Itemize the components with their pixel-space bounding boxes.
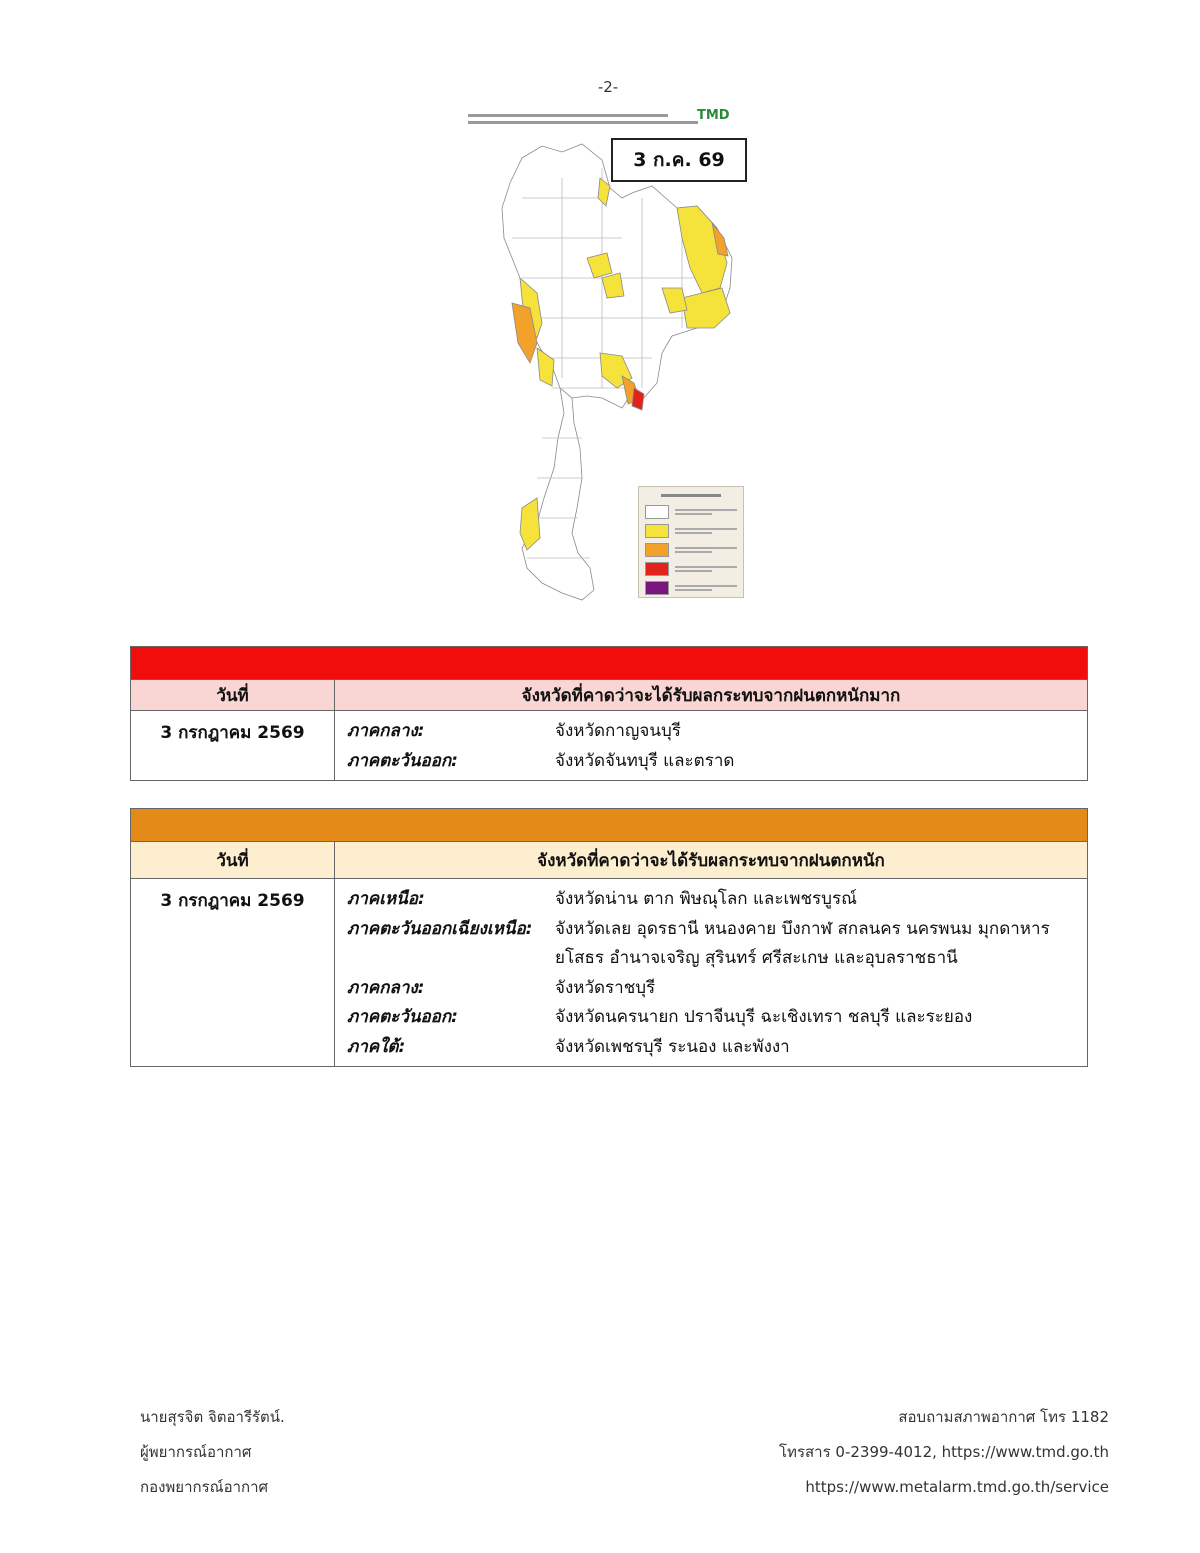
page-number: -2- xyxy=(597,78,619,96)
col-date-header: วันที่ xyxy=(131,842,335,879)
contact-phone: สอบถามสภาพอากาศ โทร 1182 xyxy=(898,1408,1109,1426)
region-provinces: จังหวัดจันทบุรี และตราด xyxy=(555,750,735,771)
service-link[interactable]: https://www.metalarm.tmd.go.th/service xyxy=(805,1478,1109,1496)
forecast-date: 3 กรกฎาคม 2569 xyxy=(131,879,335,1067)
region-label: ภาคกลาง: xyxy=(347,977,425,998)
legend-row-exceptional xyxy=(645,581,737,595)
heavy-band xyxy=(131,809,1088,842)
col-provinces-header: จังหวัดที่คาดว่าจะได้รับผลกระทบจากฝนตกหนัก xyxy=(335,842,1088,879)
legend-swatch-extreme xyxy=(645,562,669,576)
forecaster-name: นายสุรจิต จิตอารีรัตน์. xyxy=(140,1408,285,1426)
region-provinces: จังหวัดกาญจนบุรี xyxy=(555,721,681,741)
region-row xyxy=(335,717,1087,747)
tmd-logo-text: TMD xyxy=(697,108,730,123)
col-date-header: วันที่ xyxy=(131,680,335,711)
contact-block xyxy=(779,1400,1109,1505)
tmd-logo xyxy=(697,108,730,123)
region-provinces: จังหวัดน่าน ตาก พิษณุโลก และเพชรบูรณ์ xyxy=(555,889,857,909)
map-date-label: 3 ก.ค. 69 xyxy=(611,138,747,182)
region-label: ภาคตะวันออกเฉียงเหนือ: xyxy=(347,918,533,939)
rainfall-forecast-map xyxy=(462,108,762,608)
forecaster-title: ผู้พยากรณ์อากาศ xyxy=(140,1443,252,1461)
contact-fax[interactable]: โทรสาร 0-2399-4012, https://www.tmd.go.th xyxy=(779,1443,1109,1461)
very-heavy-band-row xyxy=(131,647,1088,680)
legend-row-extreme xyxy=(645,562,737,576)
table-row xyxy=(131,711,1088,781)
regions-cell xyxy=(335,879,1088,1067)
heavy-band-row xyxy=(131,809,1088,842)
region-provinces: จังหวัดเลย อุดรธานี หนองคาย บึงกาฬ สกลนคร นครพนม มุกดาหาร ยโสธร อำนาจเจริญ สุรินทร์ ศรีสะเกษ และอุบลราชธานี xyxy=(555,918,1050,968)
region-provinces: จังหวัดนครนายก ปราจีนบุรี ฉะเชิงเทรา ชลบุรี และระยอง xyxy=(555,1007,973,1027)
legend-swatch-none xyxy=(645,505,669,519)
region-row xyxy=(335,974,1087,1004)
region-row xyxy=(335,1033,1087,1063)
legend-row-heavy xyxy=(645,524,737,538)
table-row xyxy=(131,879,1088,1067)
region-label: ภาคตะวันออก: xyxy=(347,1007,458,1027)
region-row xyxy=(335,885,1087,915)
legend-row-none xyxy=(645,505,737,519)
legend-row-very-heavy xyxy=(645,543,737,557)
very-heavy-header-row xyxy=(131,680,1088,711)
legend-title xyxy=(661,494,721,497)
region-label: ภาคกลาง: xyxy=(347,721,425,741)
region-south xyxy=(522,388,594,600)
region-row xyxy=(335,1003,1087,1033)
col-provinces-header: จังหวัดที่คาดว่าจะได้รับผลกระทบจากฝนตกหนักมาก xyxy=(335,680,1088,711)
region-label: ภาคเหนือ: xyxy=(347,889,425,909)
heavy-header-row xyxy=(131,842,1088,879)
regions-cell xyxy=(335,711,1088,781)
forecast-date: 3 กรกฎาคม 2569 xyxy=(131,711,335,781)
region-provinces: จังหวัดเพชรบุรี ระนอง และพังงา xyxy=(555,1036,790,1057)
signature-block xyxy=(140,1400,285,1505)
legend-swatch-exceptional xyxy=(645,581,669,595)
map-header xyxy=(468,114,698,128)
region-row xyxy=(335,915,1087,974)
heavy-rain-table xyxy=(130,808,1088,1067)
very-heavy-band xyxy=(131,647,1088,680)
region-label: ภาคตะวันออก: xyxy=(347,750,458,771)
region-provinces: จังหวัดราชบุรี xyxy=(555,977,656,998)
map-legend xyxy=(638,486,744,598)
region-row xyxy=(335,747,1087,777)
legend-swatch-very-heavy xyxy=(645,543,669,557)
region-label: ภาคใต้: xyxy=(347,1036,406,1057)
department-name: กองพยากรณ์อากาศ xyxy=(140,1478,269,1496)
legend-swatch-heavy xyxy=(645,524,669,538)
very-heavy-rain-table xyxy=(130,646,1088,781)
